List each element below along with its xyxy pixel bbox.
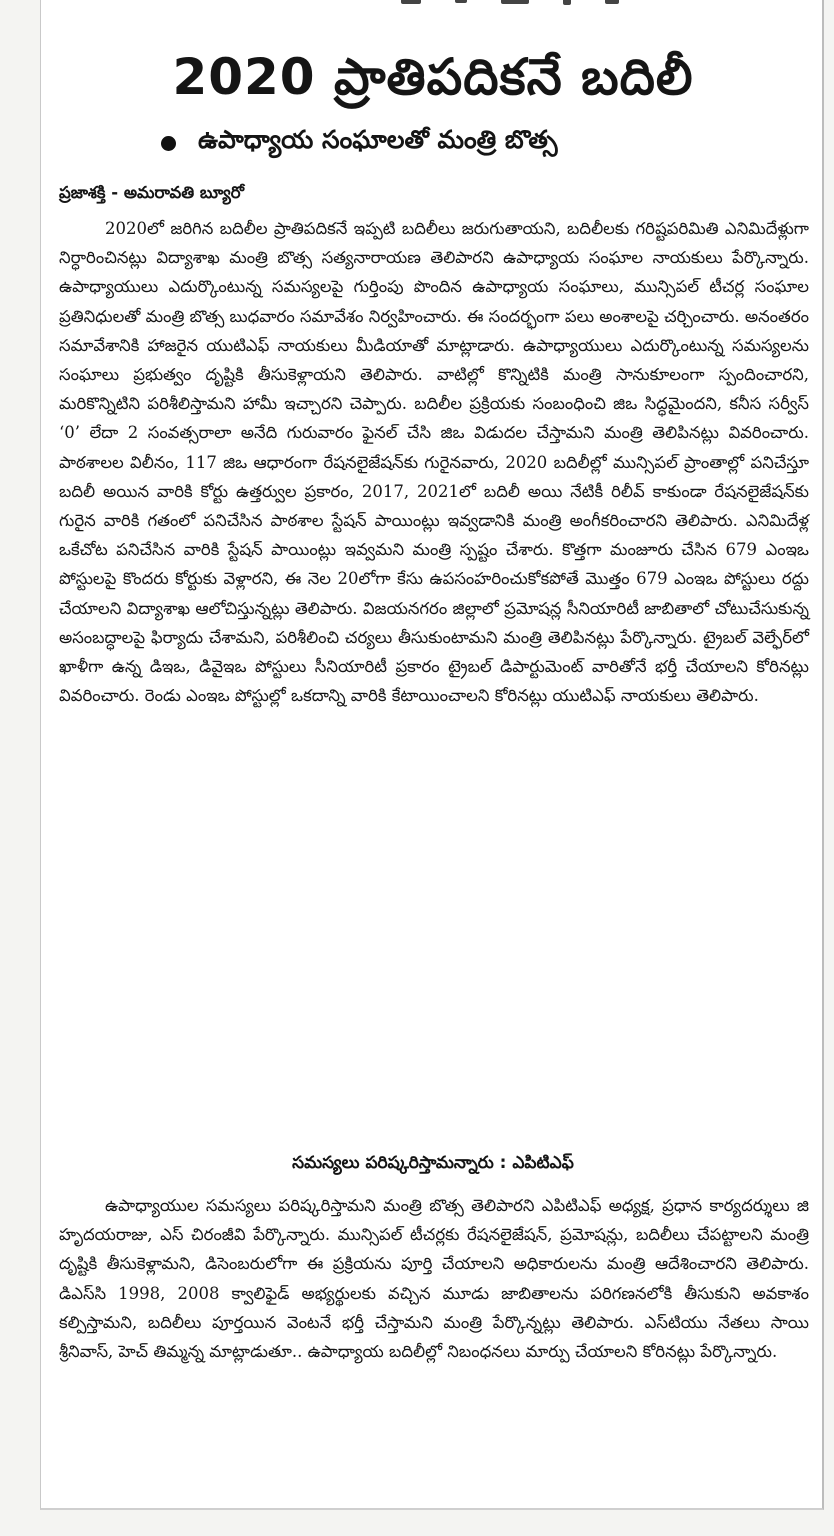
section-heading: సమస్యలు పరిష్కరిస్తామన్నారు : ఎపిటిఎఫ్ xyxy=(292,1153,574,1173)
bullet-icon xyxy=(161,136,176,151)
fragment-mark xyxy=(501,0,529,4)
subheadline xyxy=(161,125,558,161)
fragment-mark xyxy=(563,0,571,5)
fragment-mark xyxy=(401,0,421,4)
article-paragraph-1: 2020లో జరిగిన బదిలీల ప్రాతిపదికనే ఇప్పటి బదిలీలు జరుగుతాయని, బదిలీలకు గరిష్టపరిమితి ఎనిమిదేళ్లుగా నిర్ధారించినట్లు విద్యాశాఖ మంత్రి బొత్స సత్యనారాయణ తెలిపారని ఉపాధ్యాయ సంఘాల నాయకులు పేర్కొన్నారు. ఉపాధ్యాయులు ఎదుర్కొంటున్న సమస్యలపై గుర్తింపు పొందిన ఉపాధ్యాయ సంఘాలు, మున్సిపల్ టీచర్ల సంఘాల ప్రతినిధులతో మంత్రి బొత్స బుధవారం సమావేశం నిర్వహించారు. ఈ సందర్భంగా పలు అంశాలపై చర్చించారు. అనంతరం సమావేశానికి హాజరైన యుటిఎఫ్ నాయకులు మీడియాతో మాట్లాడారు. ఉపాధ్యాయులు ఎదుర్కొంటున్న సమస్యలను సంఘాలు ప్రభుత్వం దృష్టికి తీసుకెళ్లాయని తెలిపారు. వాటిల్లో కొన్నిటికి మంత్రి సానుకూలంగా స్పందించారని, మరికొన్నిటిని పరిశీలిస్తామని హామీ ఇచ్చారని చెప్పారు. బదిలీల ప్రక్రియకు సంబంధించి జిఒ సిద్ధమైందని, కనీస సర్వీస్ ‘0’ లేదా 2 సంవత్సరాలా అనేది గురువారం ఫైనల్ చేసి జిఒ విడుదల చేస్తామని మంత్రి తెలిపినట్లు వివరించారు. పాఠశాలల విలీనం, 117 జిఒ ఆధారంగా రేషనలైజేషన్‌కు గురైనవారు, 2020 బదిలీల్లో మున్సిపల్ ప్రాంతాల్లో పనిచేస్తూ బదిలీ అయిన వారికి కోర్టు ఉత్తర్వుల ప్రకారం, 2017, 2021లో బదిలీ అయి నేటికీ రిలీవ్ కాకుండా రేషనలైజేషన్‌కు గురైన వారికి గతంలో పనిచేసిన పాఠశాల స్టేషన్ పాయింట్లు ఇవ్వడానికి మంత్రి అంగీకరించారని తెలిపారు. ఎనిమిదేళ్ల ఒకేచోట పనిచేసిన వారికి స్టేషన్ పాయింట్లు ఇవ్వమని మంత్రి స్పష్టం చేశారు. కొత్తగా మంజూరు చేసిన 679 ఎంఇఒ పోస్టులపై కొందరు కోర్టుకు వెళ్లారని, ఈ నెల 20లోగా కేసు ఉపసంహరించుకోకపోతే మొత్తం 679 ఎంఇఒ పోస్టులు రద్దు చేయాలని విద్యాశాఖ ఆలోచిస్తున్నట్లు తెలిపారు. విజయనగరం జిల్లాలో ప్రమోషన్ల సీనియారిటీ జాబితాలో చోటుచేసుకున్న అసంబద్ధాలపై ఫిర్యాదు చేశామని, పరిశీలించి చర్యలు తీసుకుంటామని మంత్రి తెలిపినట్లు పేర్కొన్నారు. ట్రైబల్ వెల్ఫేర్‌లో ఖాళీగా ఉన్న డిఇఒ, డివైఇఒ పోస్టులు సీనియారిటీ ప్రకారం ట్రైబల్ డిపార్టుమెంట్ వారితోనే భర్తీ చేయాలని కోరినట్లు వివరించారు. రెండు ఎంఇఒ పోస్టుల్లో ఒకదాన్ని వారికి కేటాయించాలని కోరినట్లు యుటిఎఫ్ నాయకులు తెలిపారు. xyxy=(59,219,810,706)
newspaper-clipping xyxy=(40,0,824,1510)
fragment-mark xyxy=(605,0,619,4)
cropped-text-fragment xyxy=(401,0,661,10)
headline: 2020 ప్రాతిపదికనే బదిలీ xyxy=(172,48,694,106)
dateline: ప్రజాశక్తి - అమరావతి బ్యూరో xyxy=(59,183,245,202)
article-paragraph-2: ఉపాధ్యాయుల సమస్యలు పరిష్కరిస్తామని మంత్రి బొత్స తెలిపారని ఎపిటిఎఫ్ అధ్యక్ష, ప్రధాన కార్యదర్శులు జి హృదయరాజు, ఎస్ చిరంజీవి పేర్కొన్నారు. మున్సిపల్ టీచర్లకు రేషనలైజేషన్, ప్రమోషన్లు, బదిలీలు చేపట్టాలని మంత్రి దృష్టికి తీసుకెళ్లామని, డిసెంబరులోగా ఈ ప్రక్రియను పూర్తి చేయాలని అధికారులను మంత్రి ఆదేశించారని తెలిపారు. డిఎస్‌సి 1998, 2008 క్వాలిఫైడ్ అభ్యర్థులకు వచ్చిన మూడు జాబితాలను పరిగణనలోకి తీసుకుని అవకాశం కల్పిస్తామని, బదిలీలు పూర్తయిన వెంటనే భర్తీ చేస్తామని మంత్రి పేర్కొన్నట్లు తెలిపారు. ఎస్‌టియు నేతలు సాయి శ్రీనివాస్, హెచ్ తిమ్మన్న మాట్లాడుతూ.. ఉపాధ్యాయ బదిలీల్లో నిబంధనలు మార్పు చేయాలని కోరినట్లు పేర్కొన్నారు. xyxy=(59,1196,809,1362)
fragment-mark xyxy=(455,0,467,3)
subheadline-text: ఉపాధ్యాయ సంఘాలతో మంత్రి బొత్స xyxy=(198,125,558,154)
